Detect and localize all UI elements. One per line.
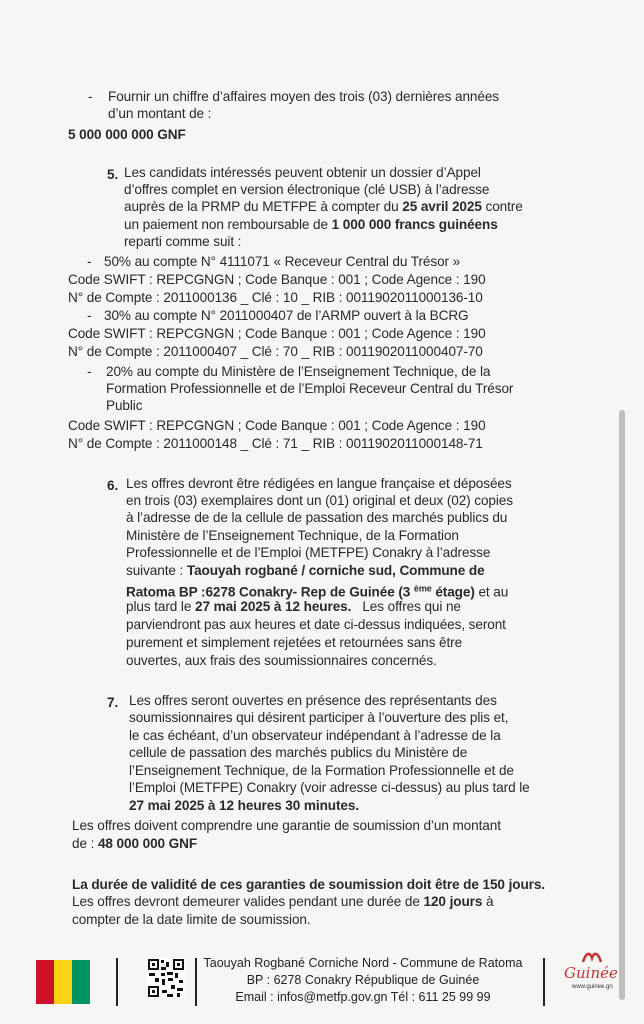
validity-line: La durée de validité de ces garanties de soumission doit être de 150 jours.: [72, 877, 545, 892]
guarantee-line: Les offres doivent comprendre une garantie de soumission d’un montant: [72, 818, 501, 833]
footer-divider: [195, 958, 197, 1006]
account-number: N° de Compte : 2011000136 _ Clé : 10 _ RIB : 0011902011000136-10: [68, 290, 483, 305]
account-number: N° de Compte : 2011000148 _ Clé : 71 _ RIB : 0011902011000148-71: [68, 436, 483, 451]
bullet: -: [87, 364, 92, 379]
bullet: -: [87, 308, 92, 323]
section6-line: Ratoma BP :6278 Conakry- Rep de Guinée (3 $^{ème}$ étage) et au: [126, 583, 509, 600]
account-title: Public: [106, 398, 143, 413]
section-number: 6.: [107, 478, 119, 493]
section7-line: cellule de passation des marchés publics du Ministère de: [129, 745, 468, 760]
footer-divider: [116, 958, 118, 1006]
section5-line: Les candidats intéressés peuvent obtenir un dossier d’Appel: [124, 165, 481, 180]
section5-line: reparti comme suit :: [124, 234, 242, 249]
flag-green-band: [72, 960, 90, 1004]
section6-line: Ministère de l’Enseignement Technique, de la Formation: [126, 528, 459, 543]
account-title: 20% au compte du Ministère de l’Enseignement Technique, de la: [106, 364, 491, 379]
section6-line: plus tard le 27 mai 2025 à 12 heures. Les offres qui ne: [126, 599, 461, 614]
qr-code-icon: [147, 958, 185, 998]
section6-line: en trois (03) exemplaires dont un (01) original et deux (02) copies: [126, 493, 513, 508]
section6-line: parviendront pas aux heures et date ci-dessus indiquées, seront: [126, 617, 506, 632]
section6-line: ouvertes, aux frais des soumissionnaires concernés.: [126, 653, 437, 668]
account-swift: Code SWIFT : REPCGNGN ; Code Banque : 001 ; Code Agence : 190: [68, 326, 486, 341]
account-number: N° de Compte : 2011000407 _ Clé : 70 _ RIB : 0011902011000407-70: [68, 344, 483, 359]
footer-address: Taouyah Rogbané Corniche Nord - Commune de Ratoma: [203, 956, 523, 970]
section5-line: auprès de la PRMP du METFPE à compter du 25 avril 2025 contre: [124, 199, 523, 214]
section7-line: le cas échéant, d’un observateur indépendant à l’adresse de la: [129, 728, 501, 743]
validity-line: Les offres devront demeurer valides pendant une durée de 120 jours à: [72, 894, 494, 909]
account-title: 30% au compte N° 2011000407 de l’ARMP ouvert à la BCRG: [104, 308, 469, 323]
footer-divider: [543, 958, 545, 1006]
account-swift: Code SWIFT : REPCGNGN ; Code Banque : 001 ; Code Agence : 190: [68, 418, 486, 433]
account-swift: Code SWIFT : REPCGNGN ; Code Banque : 001 ; Code Agence : 190: [68, 272, 486, 287]
bullet: -: [87, 254, 92, 269]
section7-line: soumissionnaires qui désirent participer à l’ouverture des plis et,: [129, 710, 509, 725]
section7-line: l’Enseignement Technique, de la Formation Professionnelle et de: [129, 763, 514, 778]
section7-line: l’Emploi (METFPE) Conakry (voir adresse ci-dessus) au plus tard le: [129, 780, 530, 795]
footer-bp: BP : 6278 Conakry République de Guinée: [246, 973, 480, 987]
section-number: 5.: [107, 167, 119, 182]
guinee-logo-mark-icon: [580, 950, 604, 964]
flag-red-band: [36, 960, 54, 1004]
section-number: 7.: [107, 695, 119, 710]
flag-yellow-band: [54, 960, 72, 1004]
guinee-logo: Guinée: [564, 964, 618, 982]
account-title: 50% au compte N° 4111071 « Receveur Central du Trésor »: [104, 254, 461, 269]
section7-line: 27 mai 2025 à 12 heures 30 minutes.: [129, 798, 359, 813]
section6-line: suivante : Taouyah rogbané / corniche sud, Commune de: [126, 563, 485, 578]
section7-line: Les offres seront ouvertes en présence des représentants des: [129, 693, 497, 708]
account-title: Formation Professionnelle et de l’Emploi Receveur Central du Trésor: [106, 381, 514, 396]
section6-line: à l’adresse de de la cellule de passation des marchés publics du: [126, 510, 508, 525]
section6-line: Les offres devront être rédigées en langue française et déposées: [126, 476, 512, 491]
guinee-logo-url: www.guinee.gn: [572, 984, 613, 990]
section5-line: d’offres complet en version électronique (clé USB) à l’adresse: [124, 182, 490, 197]
validity-line: compter de la date limite de soumission.: [72, 912, 311, 927]
guarantee-line: de : 48 000 000 GNF: [72, 836, 198, 851]
section6-line: purement et simplement rejetées et retournées sans être: [126, 635, 463, 650]
section6-line: Professionnelle et de l’Emploi (METFPE) Conakry à l’adresse: [126, 545, 491, 560]
intro-line: Fournir un chiffre d’affaires moyen des trois (03) dernières années: [108, 89, 499, 104]
footer-contact: Email : infos@metfp.gov.gn Tél : 611 25 99 99: [235, 990, 491, 1004]
bullet: -: [88, 89, 93, 104]
intro-line: d’un montant de :: [108, 106, 212, 121]
section5-line: un paiement non remboursable de 1 000 000 francs guinéens: [124, 217, 498, 232]
vertical-scrollbar[interactable]: [619, 410, 625, 1000]
intro-amount: 5 000 000 000 GNF: [68, 127, 186, 142]
